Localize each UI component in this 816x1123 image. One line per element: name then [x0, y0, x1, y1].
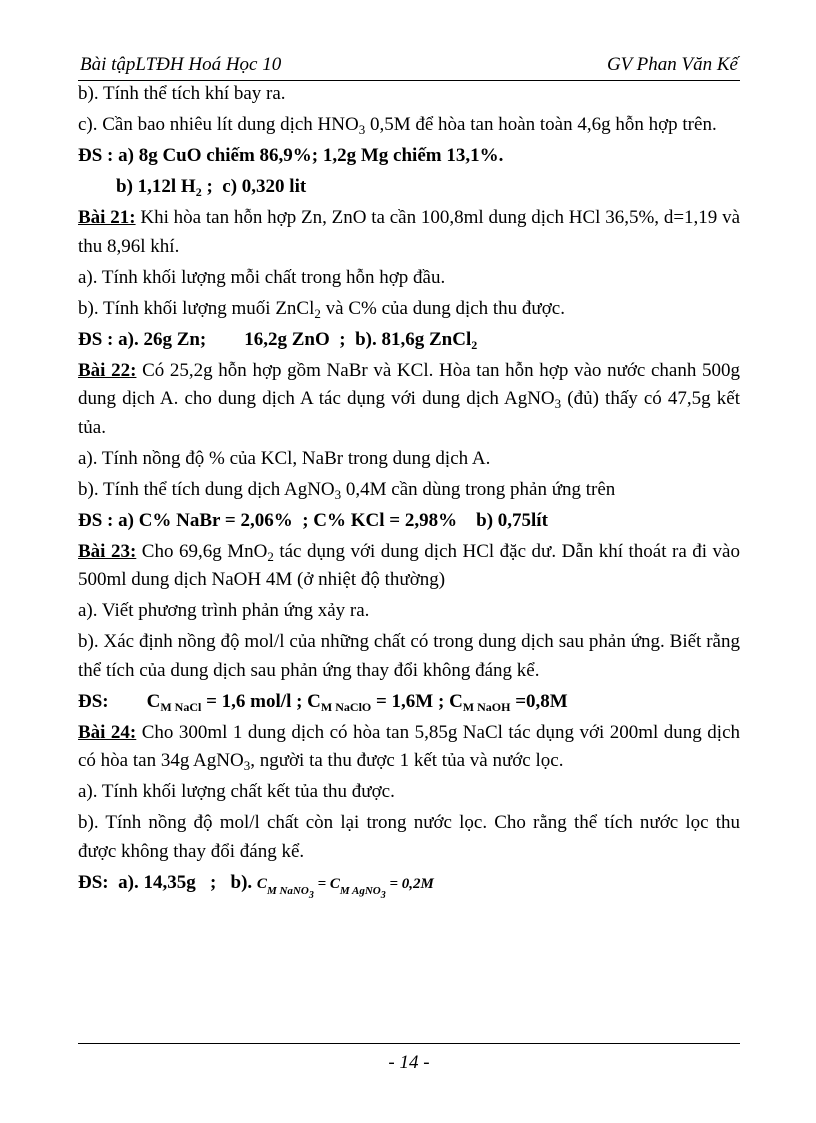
question-text: b). Tính khối lượng muối ZnCl [78, 297, 315, 319]
question-a-line: a). Tính khối lượng mỗi chất trong hỗn hợp đầu. [78, 266, 446, 288]
subscript: 2 [314, 305, 321, 321]
formula-text: = 0,2M [385, 875, 434, 892]
exercise-text: Khi hòa tan hỗn hợp Zn, ZnO ta cần 100,8ml dung dịch HCl 36,5%, d=1,19 và thu 8,96l khí. [78, 207, 741, 257]
question-b-line [78, 476, 740, 505]
answer-line [78, 869, 740, 899]
exercise-text: Cho 300ml 1 dung dịch có hòa tan 5,85g NaCl tác dụng với 200ml dung dịch có hòa tan 34g AgNO [78, 721, 741, 771]
question-text: 0,4M cần dùng trong phản ứng trên [341, 478, 616, 500]
page-number: - 14 - [388, 1052, 430, 1073]
subscript: M NaCl [160, 699, 202, 714]
subscript: 2 [195, 185, 202, 199]
exercise-label: Bài 24: [78, 721, 137, 743]
exercise-22 [78, 357, 740, 443]
question-b-line: b). Xác định nồng độ mol/l của những chất có trong dung dịch sau phản ứng. Biết rằng thể tích của dung dịch sau phản ứng thay đổi không đáng kể. [78, 631, 740, 681]
subscript: 2 [267, 548, 274, 564]
answer-text: = 1,6 mol/l ; C [201, 690, 321, 712]
header-title: Bài tậpLTĐH Hoá Học 10 [80, 54, 282, 75]
question-c-line [78, 111, 740, 140]
exercise-text: Cho 69,6g MnO [136, 540, 268, 562]
question-b-line [78, 295, 740, 324]
answer-line: ĐS : a) 8g CuO chiếm 86,9%; 1,2g Mg chiếm 13,1%. [78, 145, 504, 166]
answer-text: ; c) 0,320 lit [201, 176, 307, 197]
footer-divider [78, 1043, 740, 1044]
subscript: M NaNO [266, 884, 309, 897]
exercise-text: , người ta thu được 1 kết tủa và nước lọc. [250, 750, 564, 771]
exercise-23 [78, 538, 740, 595]
answer-line [78, 688, 740, 717]
exercise-label: Bài 23: [78, 540, 137, 562]
subscript: 3 [358, 122, 366, 137]
question-b-line: b). Tính thể tích khí bay ra. [78, 83, 286, 104]
subscript: 3 [334, 486, 342, 502]
subscript: 3 [243, 758, 251, 773]
answer-text: ĐS : a). 26g Zn; 16,2g ZnO ; b). 81,6g ZnCl [78, 328, 472, 350]
header-author: GV Phan Văn Kế [606, 54, 738, 75]
question-c-text-1: c). Cần bao nhiêu lít dung dịch HNO [78, 114, 359, 135]
exercise-label: Bài 22: [78, 359, 137, 381]
subscript: 3 [380, 889, 386, 901]
answer-line [78, 326, 740, 355]
formula-text: C [256, 875, 267, 892]
question-b-line: b). Tính nồng độ mol/l chất còn lại trong nước lọc. Cho rằng thể tích nước lọc thu được không thay đổi đáng kể. [78, 812, 740, 862]
answer-line: ĐS : a) C% NaBr = 2,06% ; C% KCl = 2,98% b) 0,75lít [78, 509, 548, 531]
page-header [78, 52, 740, 81]
answer-line [78, 173, 740, 202]
answer-text: =0,8M [510, 690, 568, 712]
exercise-21 [78, 204, 740, 261]
answer-text: b) 1,12l H [116, 176, 196, 197]
exercise-24 [78, 719, 740, 776]
formula-text: C [329, 875, 340, 892]
question-a-line: a). Viết phương trình phản ứng xảy ra. [78, 600, 370, 621]
exercise-text: tác dụng với dung dịch HCl đặc dư. Dẫn khí thoát ra đi vào 500ml dung dịch NaOH 4M (ở nhiệt độ thường) [78, 540, 740, 590]
exercise-text: (đủ) thấy có 47,5g kết tủa. [78, 388, 740, 438]
formula-text: = [313, 875, 330, 892]
exercise-label: Bài 21: [78, 207, 136, 228]
subscript: M NaClO [320, 699, 372, 714]
question-text: và C% của dung dịch thu được. [320, 297, 565, 319]
subscript: M AgNO [339, 884, 381, 897]
subscript: 2 [471, 337, 478, 352]
answer-text: = 1,6M ; C [371, 690, 463, 712]
page-content [78, 80, 740, 901]
question-text: b). Tính thể tích dung dịch AgNO [78, 478, 335, 500]
concentration-formula [256, 875, 434, 901]
subscript: 3 [554, 396, 562, 411]
answer-label: ĐS: [78, 690, 109, 712]
answer-text: C [146, 690, 161, 712]
subscript: 3 [308, 889, 314, 901]
subscript: M NaOH [462, 699, 511, 714]
question-c-text-2: 0,5M để hòa tan hoàn toàn 4,6g hỗn hợp trên. [365, 114, 717, 135]
question-a-line: a). Tính nồng độ % của KCl, NaBr trong dung dịch A. [78, 447, 491, 469]
exercise-text: Có 25,2g hỗn hợp gồm NaBr và KCl. Hòa tan hỗn hợp vào nước chanh 500g dung dịch A. cho dung dịch A tác dụng với dung dịch AgNO [78, 359, 740, 409]
question-a-line: a). Tính khối lượng chất kết tủa thu được. [78, 781, 395, 802]
answer-text: ĐS: a). 14,35g ; b). [78, 871, 257, 893]
